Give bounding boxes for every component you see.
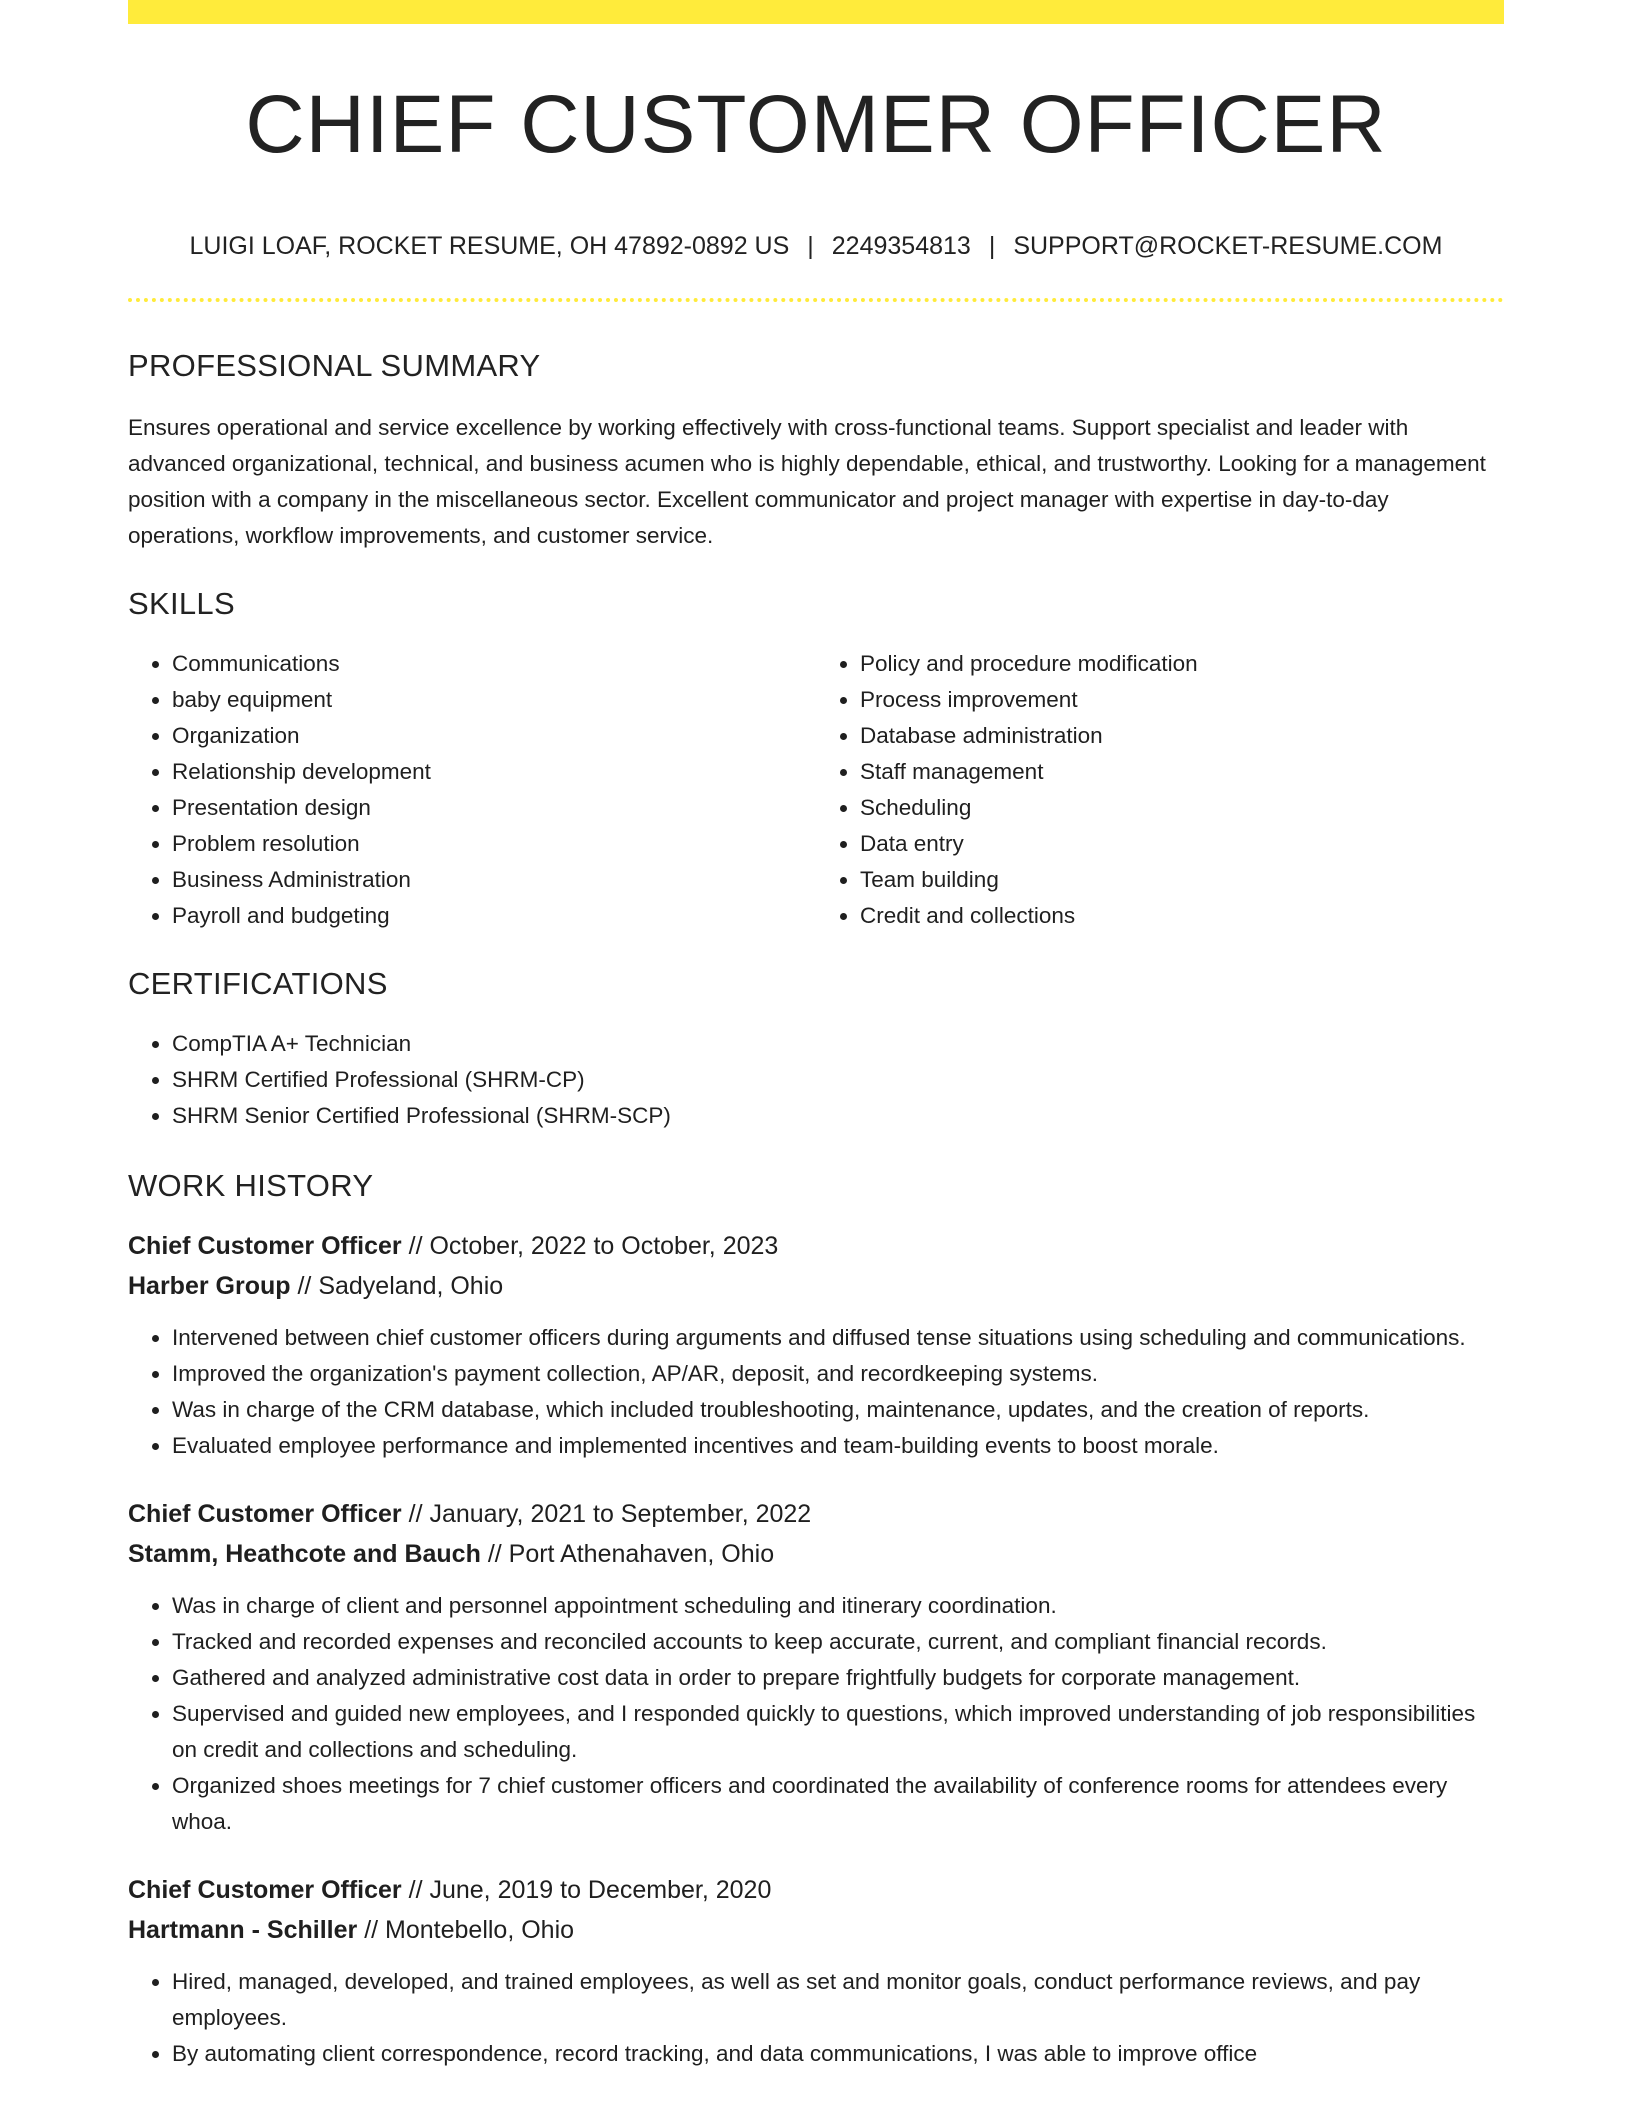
accent-bar bbox=[128, 0, 1504, 24]
job-entry bbox=[128, 1494, 1504, 1840]
job-bullet: • Organized shoes meetings for 7 chief customer officers and coordinated the availability of conference rooms for attendees every whoa. bbox=[172, 1768, 1504, 1840]
job-entry bbox=[128, 1226, 1504, 1464]
skills-heading: SKILLS bbox=[128, 586, 235, 621]
resume-page bbox=[128, 0, 1504, 2072]
job-bullets bbox=[128, 1320, 1504, 1464]
skill-item: • Staff management bbox=[860, 754, 1504, 790]
job-title-line bbox=[128, 1494, 1504, 1534]
job-bullet: • Was in charge of the CRM database, which included troubleshooting, maintenance, updates, and the creation of reports. bbox=[172, 1392, 1504, 1428]
job-dates: // October, 2022 to October, 2023 bbox=[408, 1232, 779, 1260]
job-location: // Sadyeland, Ohio bbox=[297, 1272, 504, 1300]
dotted-divider bbox=[128, 298, 1504, 302]
skill-item: • Data entry bbox=[860, 826, 1504, 862]
skill-item: • Business Administration bbox=[172, 862, 816, 898]
job-company: Stamm, Heathcote and Bauch bbox=[128, 1540, 481, 1568]
skill-item: • Payroll and budgeting bbox=[172, 898, 816, 934]
job-dates: // January, 2021 to September, 2022 bbox=[408, 1500, 812, 1528]
skill-item: • baby equipment bbox=[172, 682, 816, 718]
skill-item: • Problem resolution bbox=[172, 826, 816, 862]
work-history-heading: WORK HISTORY bbox=[128, 1168, 374, 1203]
job-bullet: • Supervised and guided new employees, and I responded quickly to questions, which improved understanding of job responsibilities on credit and collections and scheduling. bbox=[172, 1696, 1504, 1768]
skill-item: • Database administration bbox=[860, 718, 1504, 754]
job-title: Chief Customer Officer bbox=[128, 1232, 402, 1260]
skill-item: • Team building bbox=[860, 862, 1504, 898]
job-bullets bbox=[128, 1588, 1504, 1840]
contact-separator: | bbox=[807, 232, 814, 260]
skill-item: • Communications bbox=[172, 646, 816, 682]
job-company: Harber Group bbox=[128, 1272, 291, 1300]
job-company-line bbox=[128, 1534, 1504, 1574]
job-bullet: • Intervened between chief customer officers during arguments and diffused tense situations using scheduling and communications. bbox=[172, 1320, 1504, 1356]
summary-text: Ensures operational and service excellence by working effectively with cross-functional teams. Support specialist and leader with advanced organizational, technical, and business acumen who is highly dependable, ethical, and trustworthy. Looking for a management position with a company in the miscellaneous sector. Excellent communicator and project manager with expertise in day-to-day operations, workflow improvements, and customer service. bbox=[128, 415, 1486, 548]
skill-item: • Process improvement bbox=[860, 682, 1504, 718]
skill-item: • Policy and procedure modification bbox=[860, 646, 1504, 682]
contact-phone: 2249354813 bbox=[831, 232, 971, 260]
summary-heading: PROFESSIONAL SUMMARY bbox=[128, 348, 541, 383]
job-bullet: • Hired, managed, developed, and trained employees, as well as set and monitor goals, conduct performance reviews, and pay employees. bbox=[172, 1964, 1504, 2036]
job-bullet: • Gathered and analyzed administrative cost data in order to prepare frightfully budgets for corporate management. bbox=[172, 1660, 1504, 1696]
skill-item: • Scheduling bbox=[860, 790, 1504, 826]
job-title-line bbox=[128, 1226, 1504, 1266]
skill-item: • Organization bbox=[172, 718, 816, 754]
page-title: CHIEF CUSTOMER OFFICER bbox=[245, 79, 1387, 170]
job-bullet: • Tracked and recorded expenses and reconciled accounts to keep accurate, current, and compliant financial records. bbox=[172, 1624, 1504, 1660]
job-bullet: • Improved the organization's payment collection, AP/AR, deposit, and recordkeeping systems. bbox=[172, 1356, 1504, 1392]
skills-list-left bbox=[128, 646, 816, 934]
job-title-line bbox=[128, 1870, 1504, 1910]
job-entry bbox=[128, 1870, 1504, 2072]
skills-columns bbox=[128, 646, 1504, 934]
certification-item: • SHRM Senior Certified Professional (SHRM-SCP) bbox=[172, 1098, 1504, 1134]
contact-separator: | bbox=[988, 232, 996, 260]
job-company-line bbox=[128, 1266, 1504, 1306]
job-title: Chief Customer Officer bbox=[128, 1876, 402, 1904]
job-dates: // June, 2019 to December, 2020 bbox=[408, 1876, 772, 1904]
job-bullet: • By automating client correspondence, record tracking, and data communications, I was able to improve office bbox=[172, 2036, 1504, 2072]
contact-line bbox=[128, 232, 1504, 261]
skill-item: • Credit and collections bbox=[860, 898, 1504, 934]
job-location: // Montebello, Ohio bbox=[364, 1916, 575, 1944]
contact-address: LUIGI LOAF, ROCKET RESUME, OH 47892-0892 US bbox=[189, 232, 790, 260]
job-location: // Port Athenahaven, Ohio bbox=[487, 1540, 775, 1568]
certifications-list bbox=[128, 1026, 1504, 1134]
skill-item: • Presentation design bbox=[172, 790, 816, 826]
job-company-line bbox=[128, 1910, 1504, 1950]
job-bullets bbox=[128, 1964, 1504, 2072]
certification-item: • SHRM Certified Professional (SHRM-CP) bbox=[172, 1062, 1504, 1098]
certifications-heading: CERTIFICATIONS bbox=[128, 966, 388, 1001]
job-bullet: • Evaluated employee performance and implemented incentives and team-building events to boost morale. bbox=[172, 1428, 1504, 1464]
contact-email: SUPPORT@ROCKET-RESUME.COM bbox=[1013, 232, 1443, 260]
skill-item: • Relationship development bbox=[172, 754, 816, 790]
job-title: Chief Customer Officer bbox=[128, 1500, 402, 1528]
job-bullet: • Was in charge of client and personnel appointment scheduling and itinerary coordination. bbox=[172, 1588, 1504, 1624]
job-company: Hartmann - Schiller bbox=[128, 1916, 358, 1944]
certification-item: • CompTIA A+ Technician bbox=[172, 1026, 1504, 1062]
skills-list-right bbox=[816, 646, 1504, 934]
